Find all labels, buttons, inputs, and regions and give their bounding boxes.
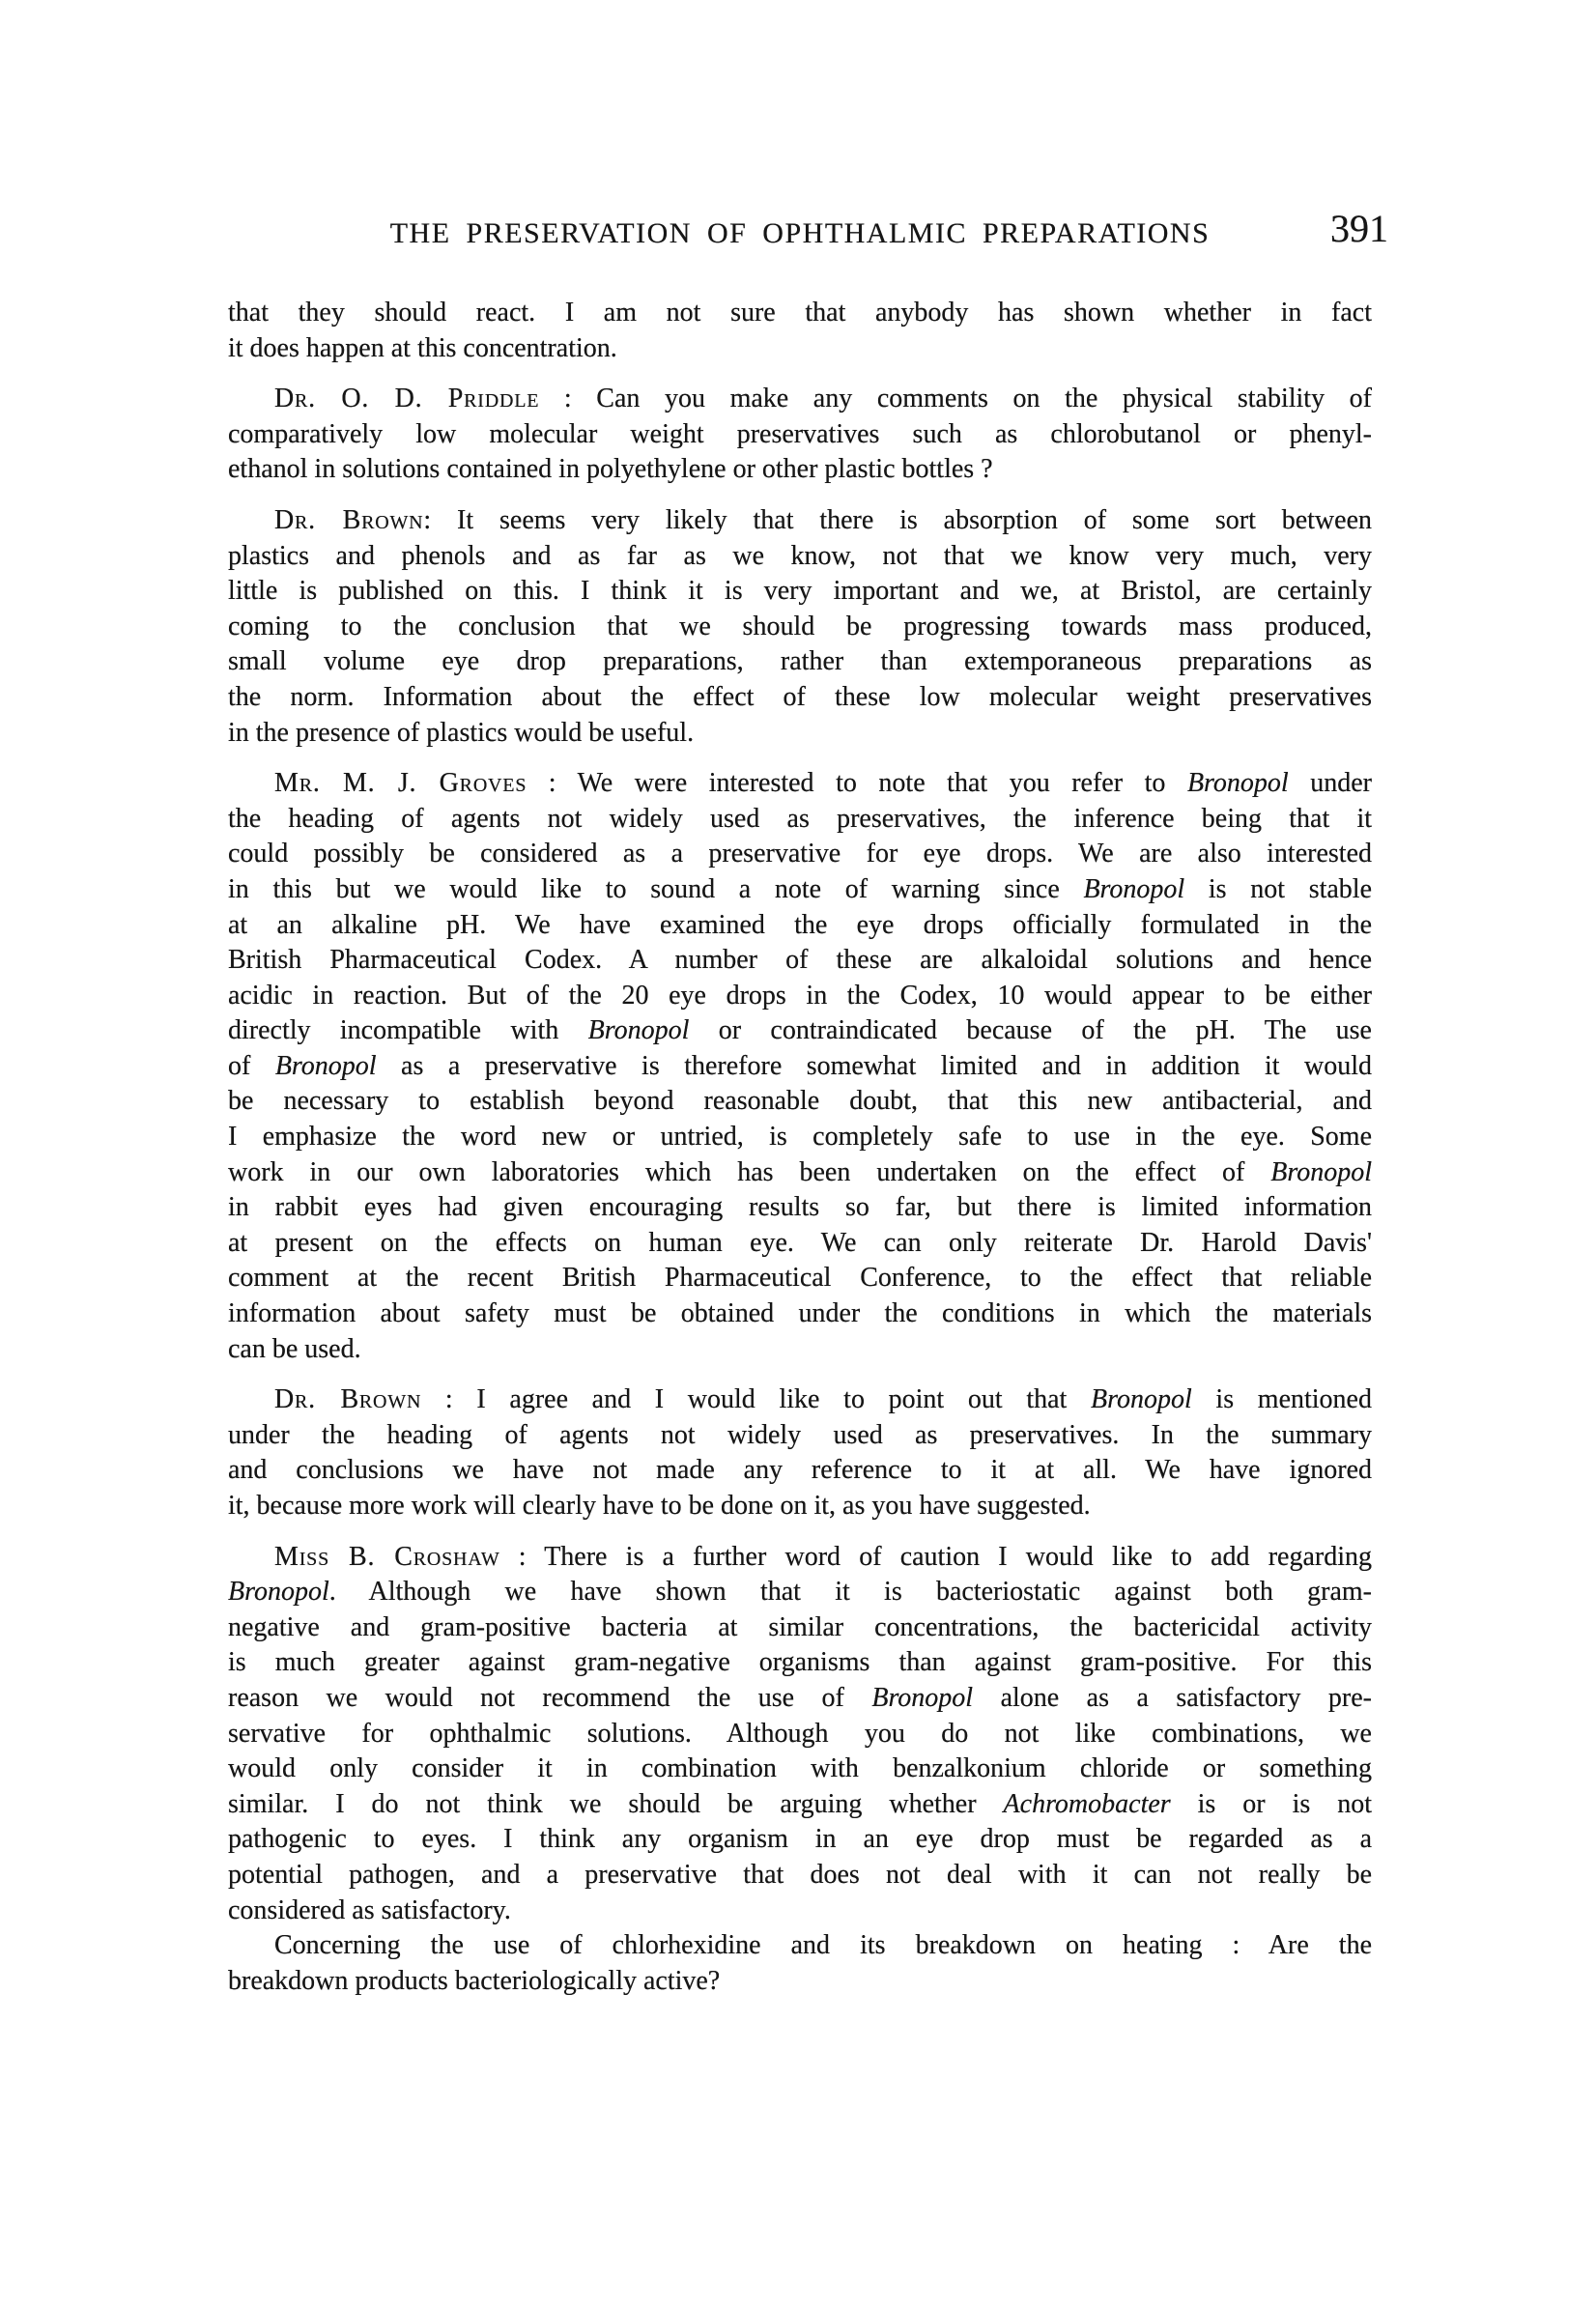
speaker-name: Miss B. Croshaw — [274, 1541, 500, 1572]
text-run: it, because more work will clearly have to be done on it, as you have suggested. — [228, 1491, 1091, 1521]
text-line — [228, 503, 1372, 539]
paragraph — [228, 1382, 1372, 1524]
text-line — [228, 680, 1372, 716]
paragraph — [228, 1540, 1372, 1929]
text-line — [228, 908, 1372, 944]
emphasis-term: Bronopol — [1083, 873, 1185, 904]
paragraph — [228, 766, 1372, 1367]
page-number: 391 — [1330, 207, 1388, 250]
text-line — [228, 452, 1372, 488]
text-run: is not stable — [1184, 873, 1372, 904]
text-run: can be used. — [228, 1333, 361, 1364]
text-run: as a preservative is therefore somewhat limited and in addition it would — [376, 1050, 1372, 1081]
text-run: similar. I do not think we should be arguing whether — [228, 1788, 1004, 1819]
text-run: alone as a satisfactory pre- — [973, 1682, 1372, 1713]
text-run: breakdown products bacteriologically active? — [228, 1965, 721, 1996]
text-run: directly incompatible with — [228, 1015, 588, 1046]
text-line — [228, 943, 1372, 979]
text-line — [228, 872, 1372, 908]
text-run: potential pathogen, and a preservative that does not deal with it can not really be — [228, 1859, 1372, 1890]
text-run: is or is not — [1170, 1788, 1372, 1819]
text-run: acidic in reaction. But of the 20 eye drops in the Codex, 10 would appear to be either — [228, 980, 1372, 1011]
text-run: negative and gram-positive bacteria at similar concentrations, the bactericidal activity — [228, 1611, 1372, 1642]
text-run: could possibly be considered as a preservative for eye drops. We are also interested — [228, 839, 1372, 869]
speaker-name: Dr. Brown — [274, 1384, 422, 1415]
text-run: is mentioned — [1191, 1384, 1372, 1415]
text-line — [228, 802, 1372, 838]
text-line — [228, 539, 1372, 575]
text-run: in the presence of plastics would be useful. — [228, 717, 695, 748]
text-line — [228, 1013, 1372, 1049]
text-line — [228, 1226, 1372, 1262]
text-body — [228, 296, 1372, 1999]
text-line — [228, 716, 1372, 752]
text-run: under the heading of agents not widely used as preservatives. In the summary — [228, 1419, 1372, 1450]
text-run: : It seems very likely that there is absorption of some sort between — [423, 504, 1372, 535]
speaker-name: Mr. M. J. Groves — [274, 768, 527, 799]
emphasis-term: Bronopol — [587, 1015, 690, 1046]
text-run: at present on the effects on human eye. We can only reiterate Dr. Harold Davis' — [228, 1227, 1372, 1258]
text-run: that they should react. I am not sure that anybody has shown whether in fact — [228, 298, 1372, 328]
text-line — [228, 1190, 1372, 1226]
text-line — [228, 1928, 1372, 1964]
text-run: : Can you make any comments on the physical stability of — [539, 384, 1372, 414]
text-run: is much greater against gram-negative organisms than against gram-positive. For this — [228, 1647, 1372, 1678]
text-line — [228, 1453, 1372, 1489]
text-run: I emphasize the word new or untried, is completely safe to use in the eye. Some — [228, 1122, 1372, 1153]
text-line — [228, 1787, 1372, 1823]
text-line — [228, 1418, 1372, 1454]
text-line — [228, 1645, 1372, 1681]
text-run: and conclusions we have not made any reference to it at all. We have ignored — [228, 1455, 1372, 1486]
emphasis-term: Bronopol — [274, 1050, 377, 1081]
text-line — [228, 1575, 1372, 1610]
text-run: or contraindicated because of the pH. The use — [689, 1015, 1372, 1046]
emphasis-term: Bronopol — [228, 1577, 329, 1608]
running-title: THE PRESERVATION OF OPHTHALMIC PREPARATIONS — [389, 217, 1211, 249]
paragraph — [228, 296, 1372, 366]
paragraph — [228, 503, 1372, 751]
text-line — [228, 1858, 1372, 1894]
text-run: it does happen at this concentration. — [228, 332, 617, 363]
text-run: the norm. Information about the effect of these low molecular weight preservatives — [228, 681, 1372, 712]
text-line — [228, 766, 1372, 802]
text-run: small volume eye drop preparations, rather than extemporaneous preparations as — [228, 646, 1372, 677]
text-run: . Although we have shown that it is bacteriostatic against both gram- — [328, 1577, 1372, 1608]
text-line — [228, 1822, 1372, 1858]
text-run: ethanol in solutions contained in polyethylene or other plastic bottles ? — [228, 454, 993, 485]
text-line — [228, 1155, 1372, 1191]
text-line — [228, 1084, 1372, 1120]
text-line — [228, 1681, 1372, 1717]
emphasis-term: Bronopol — [871, 1682, 974, 1713]
text-line — [228, 331, 1372, 367]
text-run: British Pharmaceutical Codex. A number of these are alkaloidal solutions and hence — [228, 945, 1372, 976]
emphasis-term: Achromobacter — [1003, 1788, 1171, 1819]
text-run: be necessary to establish beyond reasonable doubt, that this new antibacterial, and — [228, 1086, 1372, 1117]
text-run: in rabbit eyes had given encouraging results so far, but there is limited information — [228, 1192, 1372, 1223]
running-header — [228, 207, 1388, 261]
text-line — [228, 644, 1372, 680]
text-line — [228, 1752, 1372, 1787]
text-line — [228, 610, 1372, 645]
speaker-name: Dr. O. D. Priddle — [274, 384, 540, 414]
text-run: plastics and phenols and as far as we know, not that we know very much, very — [228, 540, 1372, 571]
text-run: the heading of agents not widely used as preservatives, the inference being that it — [228, 803, 1372, 834]
text-line — [228, 1296, 1372, 1332]
text-line — [228, 1261, 1372, 1296]
text-run: servative for ophthalmic solutions. Although you do not like combinations, we — [228, 1718, 1372, 1749]
text-run: : There is a further word of caution I would like to add regarding — [499, 1541, 1372, 1572]
text-line — [228, 1382, 1372, 1418]
text-run: coming to the conclusion that we should be progressing towards mass produced, — [228, 611, 1372, 641]
text-run: in this but we would like to sound a note of warning since — [228, 873, 1084, 904]
text-line — [228, 979, 1372, 1014]
text-run: considered as satisfactory. — [228, 1894, 511, 1925]
emphasis-term: Bronopol — [1091, 1384, 1192, 1415]
text-line — [228, 417, 1372, 453]
paragraph — [228, 1928, 1372, 1999]
text-run: comment at the recent British Pharmaceutical Conference, to the effect that reliable — [228, 1263, 1372, 1294]
emphasis-term: Bronopol — [1186, 768, 1289, 799]
text-line — [228, 1894, 1372, 1929]
text-line — [228, 296, 1372, 331]
text-line — [228, 837, 1372, 872]
text-run: information about safety must be obtained under the conditions in which the materials — [228, 1298, 1372, 1329]
text-run: : I agree and I would like to point out that — [421, 1384, 1091, 1415]
text-line — [228, 1964, 1372, 2000]
text-run: under — [1288, 768, 1372, 799]
text-run: comparatively low molecular weight preservatives such as chlorobutanol or phenyl- — [228, 418, 1372, 449]
text-line — [228, 1489, 1372, 1524]
text-run: reason we would not recommend the use of — [228, 1682, 872, 1713]
text-run: of — [228, 1050, 275, 1081]
text-line — [228, 1540, 1372, 1576]
paragraph — [228, 382, 1372, 488]
text-line — [228, 574, 1372, 610]
text-run: little is published on this. I think it is very important and we, at Bristol, are certainly — [228, 576, 1372, 607]
text-line — [228, 382, 1372, 417]
text-run: pathogenic to eyes. I think any organism in an eye drop must be regarded as a — [228, 1824, 1372, 1855]
text-run: work in our own laboratories which has been undertaken on the effect of — [228, 1156, 1271, 1187]
text-run: at an alkaline pH. We have examined the eye drops officially formulated in the — [228, 909, 1372, 940]
text-line — [228, 1120, 1372, 1155]
text-line — [228, 1049, 1372, 1085]
speaker-name: Dr. Brown — [274, 504, 424, 535]
text-run: Concerning the use of chlorhexidine and its breakdown on heating : Are the — [274, 1930, 1372, 1961]
text-run: would only consider it in combination with benzalkonium chloride or something — [228, 1753, 1372, 1784]
text-run: : We were interested to note that you refer to — [527, 768, 1187, 799]
emphasis-term: Bronopol — [1270, 1156, 1372, 1187]
text-line — [228, 1332, 1372, 1368]
text-line — [228, 1610, 1372, 1646]
text-line — [228, 1717, 1372, 1752]
